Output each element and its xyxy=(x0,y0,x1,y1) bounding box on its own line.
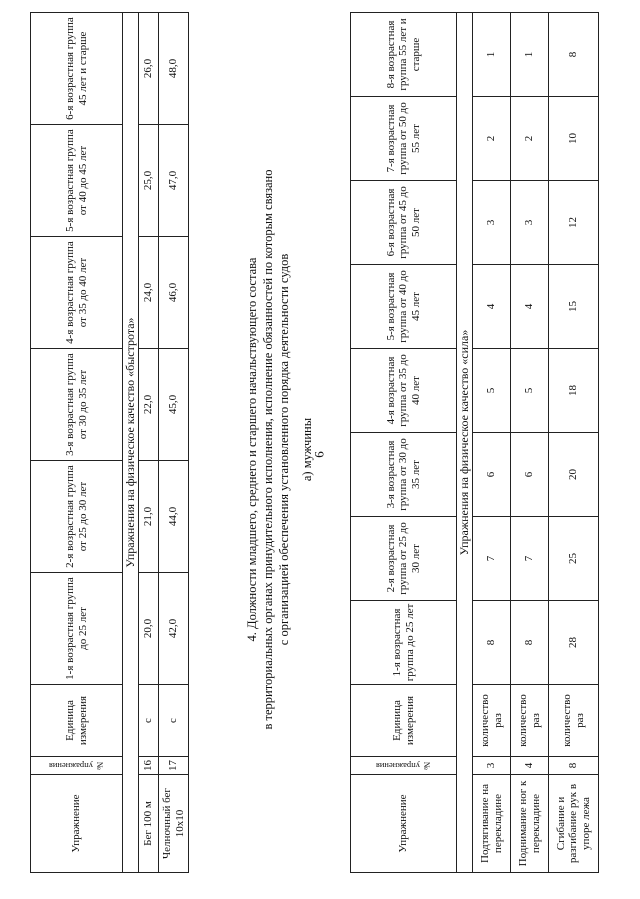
exercise-number: 4 xyxy=(511,757,549,775)
exercise-number: 16 xyxy=(139,757,159,775)
value-cell: 5 xyxy=(473,349,511,433)
table-row xyxy=(473,13,511,873)
header-group-6: 6-я возрастная группа 45 лет и старше xyxy=(31,13,123,125)
value-cell: 25,0 xyxy=(139,125,159,237)
value-cell: 3 xyxy=(511,181,549,265)
table-row xyxy=(159,13,189,873)
header-group-1: 1-я возрастная группа до 25 лет xyxy=(351,601,457,685)
header-group-3: 3-я возрастная группа от 30 до 35 лет xyxy=(351,433,457,517)
value-cell: 28 xyxy=(549,601,599,685)
value-cell: 20 xyxy=(549,433,599,517)
header-group-2: 2-я возрастная группа от 25 до 30 лет xyxy=(351,517,457,601)
section-title: Упражнения на физическое качество «сила» xyxy=(457,13,473,873)
header-group-4: 4-я возрастная группа от 35 до 40 лет xyxy=(351,349,457,433)
unit-cell: количество раз xyxy=(511,685,549,757)
section-row xyxy=(123,13,139,873)
value-cell: 47,0 xyxy=(159,125,189,237)
exercise-name: Челночный бег 10х10 xyxy=(159,775,189,873)
header-group-2: 2-я возрастная группа от 25 до 30 лет xyxy=(31,461,123,573)
unit-cell: количество раз xyxy=(549,685,599,757)
exercise-name: Подтягивание на перекладине xyxy=(473,775,511,873)
header-group-3: 3-я возрастная группа от 30 до 35 лет xyxy=(31,349,123,461)
value-cell: 2 xyxy=(511,97,549,181)
header-group-7: 7-я возрастная группа от 50 до 55 лет xyxy=(351,97,457,181)
page-number: 9 xyxy=(311,451,327,458)
exercise-number: 8 xyxy=(549,757,599,775)
exercise-number: 17 xyxy=(159,757,189,775)
header-group-5: 5-я возрастная группа от 40 до 45 лет xyxy=(351,265,457,349)
table-row xyxy=(139,13,159,873)
value-cell: 21,0 xyxy=(139,461,159,573)
header-group-4: 4-я возрастная группа от 35 до 40 лет xyxy=(31,237,123,349)
value-cell: 1 xyxy=(473,13,511,97)
subheading-men: а) мужчины xyxy=(300,417,314,482)
value-cell: 6 xyxy=(511,433,549,517)
section-heading xyxy=(244,0,292,899)
value-cell: 7 xyxy=(473,517,511,601)
value-cell: 8 xyxy=(511,601,549,685)
value-cell: 45,0 xyxy=(159,349,189,461)
exercise-name: Поднимание ног к перекладине xyxy=(511,775,549,873)
header-group-1: 1-я возрастная группа до 25 лет xyxy=(31,573,123,685)
section-title: Упражнения на физическое качество «быстрота» xyxy=(123,13,139,873)
value-cell: 4 xyxy=(511,265,549,349)
header-unit: Единица измерения xyxy=(351,685,457,757)
value-cell: 22,0 xyxy=(139,349,159,461)
unit-cell: с xyxy=(139,685,159,757)
unit-cell: количество раз xyxy=(473,685,511,757)
header-group-5: 5-я возрастная группа от 40 до 45 лет xyxy=(31,125,123,237)
exercise-name: Сгибание и разгибание рук в упоре лежа xyxy=(549,775,599,873)
value-cell: 4 xyxy=(473,265,511,349)
value-cell: 42,0 xyxy=(159,573,189,685)
header-group-6: 6-я возрастная группа от 45 до 50 лет xyxy=(351,181,457,265)
value-cell: 24,0 xyxy=(139,237,159,349)
strength-standards-table xyxy=(350,12,599,873)
value-cell: 18 xyxy=(549,349,599,433)
header-exercise: Упражнение xyxy=(351,775,457,873)
header-exercise: Упражнение xyxy=(31,775,123,873)
header-row xyxy=(31,13,123,873)
value-cell: 2 xyxy=(473,97,511,181)
value-cell: 7 xyxy=(511,517,549,601)
header-row xyxy=(351,13,457,873)
heading-line-1: 4. Должности младшего, среднего и старшего начальствующего состава xyxy=(245,257,259,642)
value-cell: 48,0 xyxy=(159,13,189,125)
header-group-8: 8-я возрастная группа 55 лет и старше xyxy=(351,13,457,97)
value-cell: 12 xyxy=(549,181,599,265)
value-cell: 3 xyxy=(473,181,511,265)
value-cell: 44,0 xyxy=(159,461,189,573)
value-cell: 8 xyxy=(473,601,511,685)
table-row xyxy=(549,13,599,873)
value-cell: 8 xyxy=(549,13,599,97)
heading-line-2: в территориальных органах принудительного исполнения, исполнение обязанностей по которым связано xyxy=(261,169,275,730)
section-row xyxy=(457,13,473,873)
heading-line-3: с организацией обеспечения установленного порядка деятельности судов xyxy=(277,253,291,646)
unit-cell: с xyxy=(159,685,189,757)
value-cell: 20,0 xyxy=(139,573,159,685)
exercise-number: 3 xyxy=(473,757,511,775)
exercise-name: Бег 100 м xyxy=(139,775,159,873)
header-number: № упражнения xyxy=(31,757,123,775)
value-cell: 15 xyxy=(549,265,599,349)
header-number: № упражнения xyxy=(351,757,457,775)
speed-standards-table xyxy=(30,12,189,873)
value-cell: 46,0 xyxy=(159,237,189,349)
value-cell: 5 xyxy=(511,349,549,433)
value-cell: 6 xyxy=(473,433,511,517)
value-cell: 1 xyxy=(511,13,549,97)
value-cell: 26,0 xyxy=(139,13,159,125)
header-unit: Единица измерения xyxy=(31,685,123,757)
value-cell: 25 xyxy=(549,517,599,601)
value-cell: 10 xyxy=(549,97,599,181)
table-row xyxy=(511,13,549,873)
